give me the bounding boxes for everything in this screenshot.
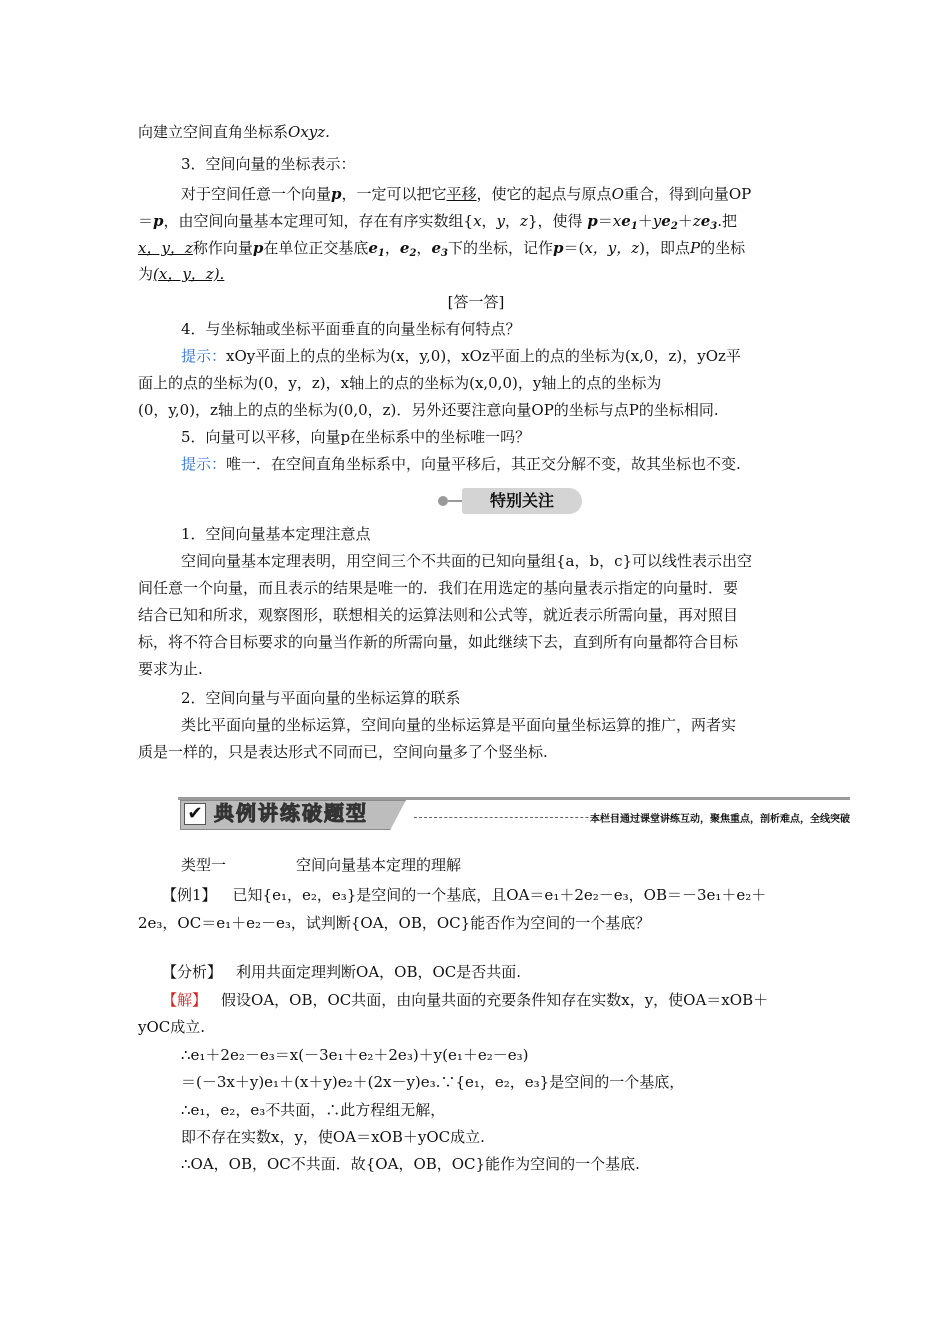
text: ，由空间向量基本定理可知，存在有序实数组{ — [163, 212, 474, 230]
text: 假设OA，OB，OC共面，由向量共面的充要条件知存在实数x，y，使OA＝xOB＋ — [221, 991, 769, 1009]
text: ＋ — [677, 212, 693, 230]
text-line: (0，y,0)，z轴上的点的坐标为(0,0，z)．另外还要注意向量OP的坐标与点P的坐标相同. — [138, 401, 719, 419]
vector-e1: $e_1$ — [368, 239, 385, 259]
text: ＝( — [563, 239, 585, 257]
math: O — [611, 185, 624, 203]
text-line: 标，将不符合目标要求的向量当作新的所需向量，如此继续下去，直到所有向量都符合目标 — [138, 633, 739, 651]
vector-p: p — [552, 239, 564, 257]
banner-description: 本栏目通过课堂讲练互动，聚焦重点，剖析难点，全线突破 — [590, 814, 850, 825]
text: )，即点 — [639, 239, 691, 257]
text: ， — [481, 212, 497, 230]
math: x — [612, 212, 622, 230]
analysis-label: 【分析】 — [162, 963, 223, 981]
text-line — [138, 122, 814, 142]
math: y — [496, 212, 506, 230]
math: z — [692, 212, 701, 230]
math: x，y，z — [584, 239, 640, 257]
fill-blank: 平移 — [446, 185, 477, 203]
text-line: ＝(－3x＋y)e₁＋(x＋y)e₂＋(2x－y)e₃.∵{e₁，e₂，e₃}是空间的一个基底， — [181, 1073, 685, 1091]
banner-title: 特别关注 — [462, 488, 582, 514]
hint-line — [181, 346, 814, 366]
checkmark-icon: ✔ — [184, 803, 206, 825]
banner-title: 典例讲练破题型 — [214, 801, 368, 825]
text: 为 — [138, 265, 154, 283]
text: ，使它的起点与原点 — [476, 185, 612, 203]
fill-blank: (x，y，z). — [153, 265, 225, 283]
hint-label: 提示： — [181, 455, 227, 473]
text-line: yOC成立. — [138, 1018, 206, 1036]
type-label: 类型一 — [181, 856, 227, 874]
math: Oxyz. — [288, 123, 330, 141]
bullet-dot — [438, 496, 448, 506]
type-heading — [181, 855, 814, 875]
text-line: 面上的点的坐标为(0，y，z)，x轴上的点的坐标为(x,0,0)，y轴上的点的坐标为 — [138, 374, 662, 392]
text-line — [181, 184, 814, 204]
text: 在单位正交基底 — [263, 239, 369, 257]
vector-e2: $e_2$ — [661, 212, 678, 232]
question-5: 5．向量可以平移，向量p在坐标系中的坐标唯一吗？ — [181, 428, 531, 446]
text: ， — [505, 212, 521, 230]
vector-p: p — [587, 212, 598, 230]
text-line: 间任意一个向量，而且表示的结果是唯一的．我们在用选定的基向量表示指定的向量时．要 — [138, 579, 739, 597]
text: }，使得 — [527, 212, 583, 230]
solution-label: 【解】 — [162, 991, 208, 1009]
text: 已知{e₁，e₂，e₃}是空间的一个基底，且OA＝e₁＋2e₂－e₃，OB＝－3e₁＋e₂＋ — [232, 886, 767, 904]
text: ＝ — [138, 212, 154, 230]
fill-blank: x，y，z — [138, 239, 193, 257]
text: ， — [384, 239, 400, 257]
text-line — [138, 211, 814, 231]
vector-e3: $e_3$ — [431, 239, 448, 259]
hint-label: 提示： — [181, 347, 227, 365]
text-line: ∴e₁，e₂，e₃不共面，∴此方程组无解， — [181, 1101, 446, 1119]
math: y — [652, 212, 662, 230]
text-line: 空间向量基本定理表明，用空间三个不共面的已知向量组{a，b，c}可以线性表示出空 — [181, 552, 753, 570]
example-line — [162, 885, 814, 905]
answer-heading: [答一答] — [447, 293, 505, 311]
text-line: 结合已知和所求，观察图形，联想相关的运算法则和公式等，就近表示所需向量，再对照目 — [138, 606, 739, 624]
text-line: 质是一样的，只是表达形式不同而已，空间向量多了个竖坐标. — [138, 743, 548, 761]
vector-e1: $e_1$ — [621, 212, 638, 232]
hint-line — [181, 454, 814, 474]
text: 唯一．在空间直角坐标系中，向量平移后，其正交分解不变，故其坐标也不变. — [226, 455, 741, 473]
text: .把 — [717, 212, 738, 230]
text-line: 2e₃，OC＝e₁＋e₂－e₃，试判断{OA，OB，OC}能否作为空间的一个基底？ — [138, 914, 651, 932]
vector-e2: $e_2$ — [399, 239, 417, 259]
text: ＝ — [597, 212, 613, 230]
question-4: 4．与坐标轴或坐标平面垂直的向量坐标有何特点？ — [181, 320, 521, 338]
text: xOy平面上的点的坐标为(x，y,0)，xOz平面上的点的坐标为(x,0，z)，yOz平 — [226, 347, 741, 365]
text: 下的坐标，记作 — [447, 239, 553, 257]
vector-p: p — [252, 239, 264, 257]
text-line: ∴e₁＋2e₂－e₃＝x(－3e₁＋e₂＋2e₃)＋y(e₁＋e₂－e₃) — [181, 1046, 529, 1064]
section-heading: 3．空间向量的坐标表示： — [181, 155, 356, 173]
type-title: 空间向量基本定理的理解 — [296, 856, 462, 874]
vector-p: p — [153, 212, 164, 230]
analysis-line — [162, 962, 838, 982]
math: P — [690, 239, 701, 257]
text-line: ∴OA，OB，OC不共面．故{OA，OB，OC}能作为空间的一个基底. — [181, 1155, 640, 1173]
text-line: 类比平面向量的坐标运算，空间向量的坐标运算是平面向量坐标运算的推广，两者实 — [181, 716, 737, 734]
text: 对于空间任意一个向量 — [181, 185, 332, 203]
text: 利用共面定理判断OA，OB，OC是否共面. — [236, 963, 522, 981]
math: z — [520, 212, 528, 230]
math: x — [473, 212, 482, 230]
section-heading: 2．空间向量与平面向量的坐标运算的联系 — [181, 689, 461, 707]
vector-p: p — [331, 185, 342, 203]
text-line — [138, 238, 814, 258]
text: ，一定可以把它 — [341, 185, 447, 203]
text: ， — [416, 239, 432, 257]
text: 的坐标 — [700, 239, 746, 257]
text: ＋ — [637, 212, 653, 230]
text-line: 要求为止. — [138, 660, 203, 678]
vector-e3: $e_3$ — [700, 212, 718, 232]
text-line: 即不存在实数x，y，使OA＝xOB＋yOC成立. — [181, 1128, 485, 1146]
typical-examples-banner — [178, 797, 850, 831]
text-line — [138, 264, 814, 284]
text: 称作向量 — [192, 239, 253, 257]
text: 重合，得到向量OP — [623, 185, 752, 203]
text: 向建立空间直角坐标系 — [138, 123, 289, 141]
solution-line — [162, 990, 814, 1010]
example-label: 【例1】 — [162, 886, 217, 904]
section-heading: 1．空间向量基本定理注意点 — [181, 525, 371, 543]
